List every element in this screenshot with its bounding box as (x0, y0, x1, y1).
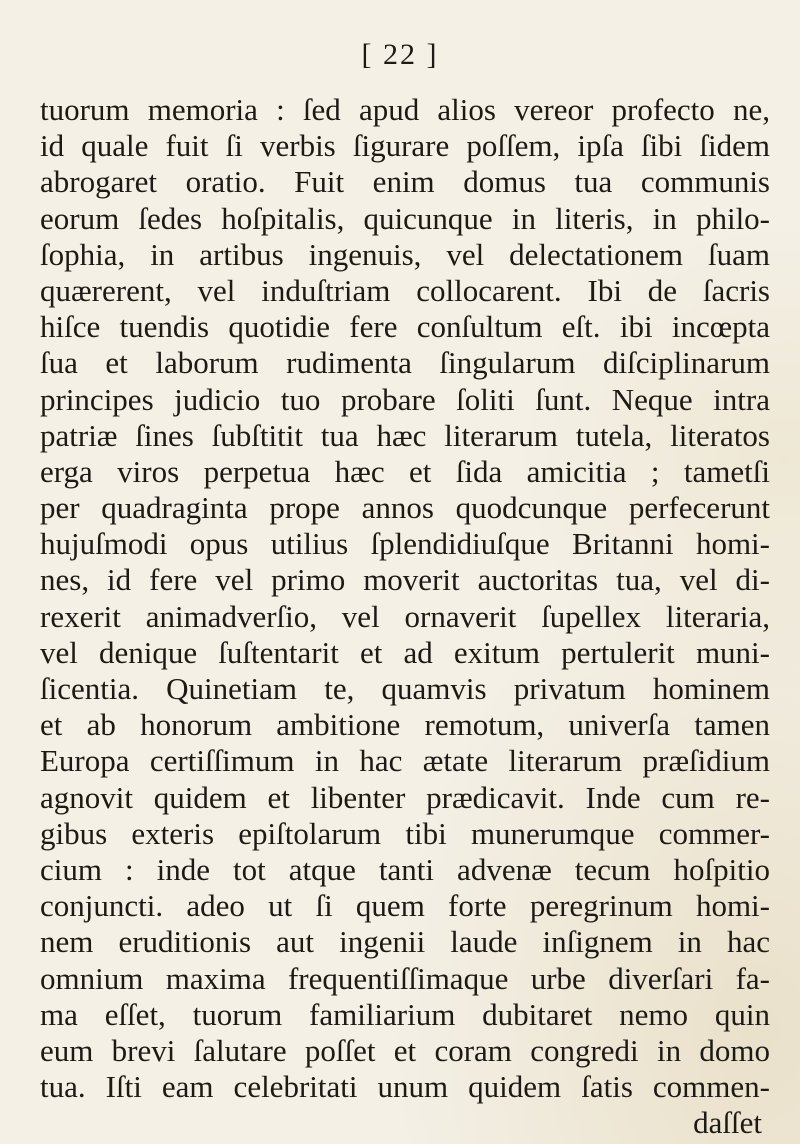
text-line: gibus exteris epiſtolarum tibi munerumque commer- (40, 815, 770, 851)
text-line: patriæ ſines ſubſtitit tua hæc literarum tutela, literatos (40, 417, 770, 453)
text-line: tuorum memoria : ſed apud alios vereor profecto ne, (40, 92, 770, 127)
text-line: ſicentia. Quinetiam te, quamvis privatum hominem (40, 671, 770, 706)
text-line: conjuncti. adeo ut ſi quem forte peregrinum homi- (40, 888, 770, 924)
text-line: nem eruditionis aut ingenii laude inſignem in hac (40, 924, 770, 960)
text-line: nes, id fere vel primo moverit auctoritas tua, vel di- (40, 562, 770, 598)
text-line: abrogaret oratio. Fuit enim domus tua communis (40, 164, 770, 200)
text-line: cium : inde tot atque tanti advenæ tecum hoſpitio (40, 851, 770, 887)
text-line: hiſce tuendis quotidie fere conſultum eſt. ibi incœpta (40, 309, 770, 345)
text-line: Europa certiſſimum in hac ætate literarum præſidium (40, 743, 770, 779)
text-line: agnovit quidem et libenter prædicavit. Inde cum re- (40, 779, 770, 815)
page-number: [ 22 ] (361, 38, 439, 71)
text-line: eorum ſedes hoſpitalis, quicunque in literis, in philo- (40, 200, 770, 236)
catchword: daſſet (693, 1105, 762, 1141)
text-line: ſophia, in artibus ingenuis, vel delectationem ſuam (40, 236, 770, 272)
body-text (40, 92, 770, 1141)
text-line: eum brevi ſalutare poſſet et coram congredi in domo (40, 1032, 770, 1068)
text-line: tua. Iſti eam celebritati unum quidem ſatis commen- (40, 1069, 770, 1105)
text-line: rexerit animadverſio, vel ornaverit ſupellex literaria, (40, 598, 770, 634)
text-line: principes judicio tuo probare ſoliti ſunt. Neque intra (40, 381, 770, 417)
text-line: per quadraginta prope annos quodcunque perfecerunt (40, 490, 770, 526)
text-line: vel denique ſuſtentarit et ad exitum pertulerit muni- (40, 634, 770, 670)
text-line: ſua et laborum rudimenta ſingularum diſciplinarum (40, 345, 770, 381)
text-line: quærerent, vel induſtriam collocarent. Ibi de ſacris (40, 272, 770, 308)
text-line: et ab honorum ambitione remotum, univerſa tamen (40, 707, 770, 743)
text-line: ma eſſet, tuorum familiarium dubitaret nemo quin (40, 996, 770, 1032)
text-line: omnium maxima frequentiſſimaque urbe diverſari fa- (40, 960, 770, 996)
text-line: id quale fuit ſi verbis ſigurare poſſem, ipſa ſibi ſidem (40, 128, 770, 164)
text-line: erga viros perpetua hæc et ſida amicitia ; tametſi (40, 453, 770, 489)
text-line: hujuſmodi opus utilius ſplendidiuſque Britanni homi- (40, 526, 770, 562)
